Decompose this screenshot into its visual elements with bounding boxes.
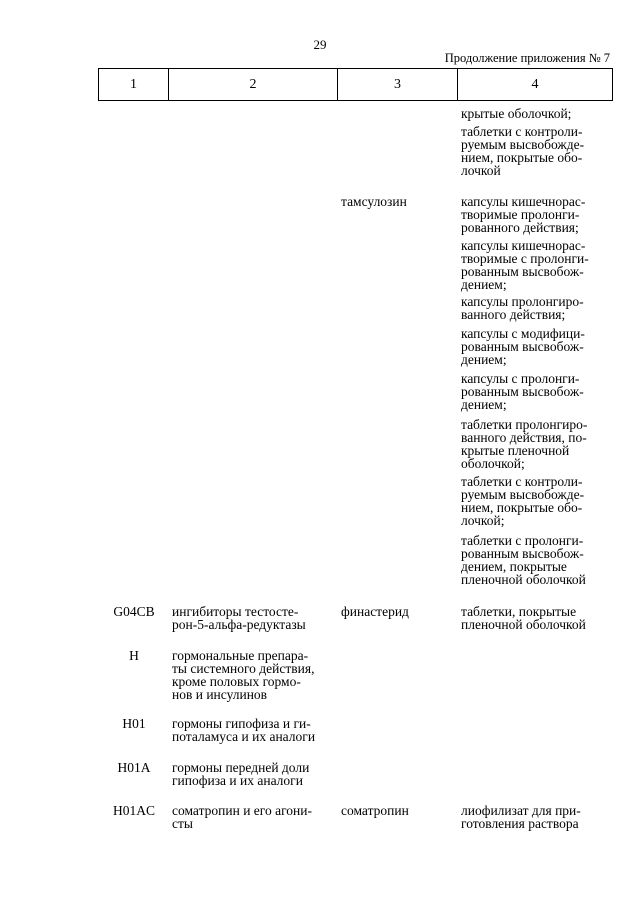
column-header-table [98, 68, 613, 101]
atc-group: гормоны передней доли гипофиза и их аналоги [172, 760, 310, 788]
drug-name: тамсулозин [341, 194, 407, 209]
dosage-form: капсулы с модифици- рованным высвобож- дением; [461, 326, 585, 367]
dosage-form: таблетки, покрытые пленочной оболочкой [461, 604, 586, 632]
atc-group: ингибиторы тестосте- рон-5-альфа-редуктазы [172, 604, 306, 632]
dosage-form: капсулы с пролонги- рованным высвобож- дением; [461, 371, 584, 412]
dosage-form: таблетки с контроли- руемым высвобожде- нием, покрытые обо- лочкой [461, 124, 585, 178]
column-header-row [99, 69, 613, 101]
atc-code: G04CB [113, 604, 155, 619]
page-number: 29 [313, 37, 327, 52]
drug-name: финастерид [341, 604, 409, 619]
atc-code: H01A [117, 760, 151, 775]
dosage-form: капсулы пролонгиро- ванного действия; [461, 294, 584, 322]
column-header-3: 3 [338, 69, 458, 101]
dosage-form: таблетки с контроли- руемым высвобожде- нием, покрытые обо- лочкой; [461, 474, 585, 528]
dosage-form: таблетки с пролонги- рованным высвобож- дением, покрытые пленочной оболочкой [461, 533, 586, 587]
dosage-form: лиофилизат для при- готовления раствора [461, 803, 581, 831]
drug-name: соматропин [341, 803, 409, 818]
atc-group: соматропин и его агони- сты [172, 803, 312, 831]
atc-group: гормональные препара- ты системного действия, кроме половых гормо- нов и инсулинов [172, 648, 315, 702]
column-header-2: 2 [169, 69, 338, 101]
atc-code: H01 [122, 716, 146, 731]
dosage-form: капсулы кишечнорас- творимые с пролонги- рованным высвобож- дением; [461, 238, 589, 292]
atc-code: H01AC [112, 803, 155, 818]
column-header-4: 4 [458, 69, 613, 101]
column-header-1: 1 [99, 69, 169, 101]
appendix-continuation-note: Продолжение приложения № 7 [444, 51, 610, 65]
dosage-form: крытые оболочкой; [461, 106, 572, 121]
dosage-form: капсулы кишечнорас- творимые пролонги- рованного действия; [461, 194, 586, 235]
atc-code: H [129, 648, 139, 663]
atc-group: гормоны гипофиза и ги- поталамуса и их аналоги [172, 716, 316, 744]
dosage-form: таблетки пролонгиро- ванного действия, по- крытые пленочной оболочкой; [461, 417, 588, 471]
